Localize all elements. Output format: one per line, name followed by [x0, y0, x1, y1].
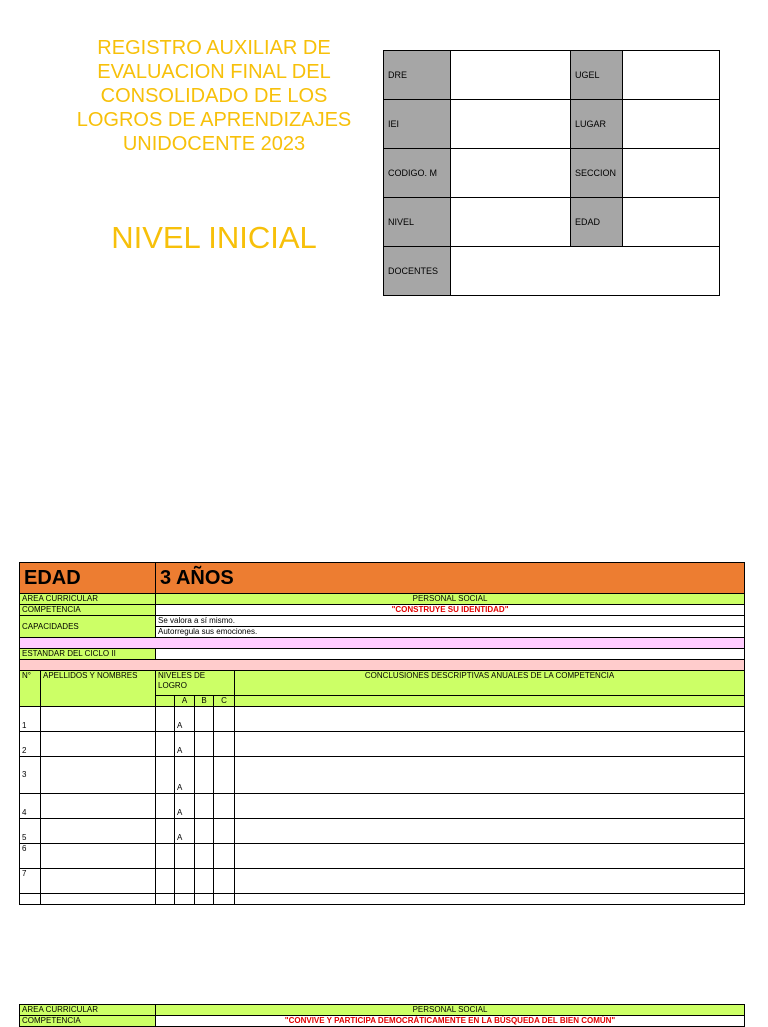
spacer-row	[20, 660, 745, 671]
seccion-field[interactable]	[623, 149, 720, 198]
student-name[interactable]	[41, 794, 156, 819]
col-names: APELLIDOS Y NOMBRES	[41, 671, 156, 707]
student-number: 3	[20, 757, 41, 794]
level-cell[interactable]	[156, 707, 175, 732]
level-c-cell[interactable]	[214, 869, 235, 894]
edad-label: EDAD	[571, 198, 623, 247]
area-value: PERSONAL SOCIAL	[156, 594, 745, 605]
lugar-label: LUGAR	[571, 100, 623, 149]
title-line: UNIDOCENTE 2023	[122, 133, 306, 155]
level-header: A	[175, 696, 195, 707]
level-cell[interactable]	[156, 894, 175, 905]
edad-field[interactable]	[623, 198, 720, 247]
level-a-cell[interactable]	[175, 869, 195, 894]
level-header: C	[214, 696, 235, 707]
title-line: REGISTRO AUXILIAR DE	[97, 37, 331, 59]
competencia-value: "CONSTRUYE SU IDENTIDAD"	[156, 605, 745, 616]
level-a-cell[interactable]: A	[175, 757, 195, 794]
area-label: AREA CURRICULAR	[20, 594, 156, 605]
capacidad-item: Autorregula sus emociones.	[156, 627, 745, 638]
level-b-cell[interactable]	[195, 819, 214, 844]
competencia-label: COMPETENCIA	[20, 1016, 156, 1027]
seccion-label: SECCION	[571, 149, 623, 198]
competencia-label: COMPETENCIA	[20, 605, 156, 616]
lugar-field[interactable]	[623, 100, 720, 149]
level-c-cell[interactable]	[214, 732, 235, 757]
student-name[interactable]	[41, 894, 156, 905]
conclusion-cell[interactable]	[235, 794, 745, 819]
conclusion-cell[interactable]	[235, 732, 745, 757]
student-number: 1	[20, 707, 41, 732]
student-number: 2	[20, 732, 41, 757]
conclusion-cell[interactable]	[235, 894, 745, 905]
col-number: N°	[20, 671, 41, 707]
area-value: PERSONAL SOCIAL	[156, 1005, 745, 1016]
level-cell[interactable]	[156, 794, 175, 819]
docentes-field[interactable]	[451, 247, 720, 296]
conclusion-cell[interactable]	[235, 757, 745, 794]
level-cell[interactable]	[156, 844, 175, 869]
level-cell[interactable]	[156, 869, 175, 894]
info-table	[383, 50, 720, 296]
conclusion-cell[interactable]	[235, 869, 745, 894]
level-a-cell[interactable]: A	[175, 819, 195, 844]
area-label: AREA CURRICULAR	[20, 1005, 156, 1016]
estandar-label: ESTANDAR DEL CICLO II	[20, 649, 156, 660]
student-name[interactable]	[41, 869, 156, 894]
level-c-cell[interactable]	[214, 844, 235, 869]
ugel-label: UGEL	[571, 51, 623, 100]
competencia-value: "CONVIVE Y PARTICIPA DEMOCRÁTICAMENTE EN LA BÚSQUEDA DEL BIEN COMÚN"	[156, 1016, 745, 1027]
level-c-cell[interactable]	[214, 819, 235, 844]
nivel-field[interactable]	[451, 198, 571, 247]
title-line: CONSOLIDADO DE LOS	[100, 85, 328, 107]
level-c-cell[interactable]	[214, 794, 235, 819]
student-name[interactable]	[41, 732, 156, 757]
level-b-cell[interactable]	[195, 869, 214, 894]
col-conclusiones: CONCLUSIONES DESCRIPTIVAS ANUALES DE LA COMPETENCIA	[235, 671, 745, 696]
level-heading: NIVEL INICIAL	[111, 220, 317, 255]
col-niveles: NIVELES DE LOGRO	[156, 671, 235, 696]
level-a-cell[interactable]: A	[175, 732, 195, 757]
level-a-cell[interactable]	[175, 844, 195, 869]
estandar-value	[156, 649, 745, 660]
ugel-field[interactable]	[623, 51, 720, 100]
title-line: EVALUACION FINAL DEL	[97, 61, 331, 83]
level-cell[interactable]	[156, 732, 175, 757]
conclusion-cell[interactable]	[235, 707, 745, 732]
capacidades-label: CAPACIDADES	[20, 616, 156, 638]
level-b-cell[interactable]	[195, 707, 214, 732]
level-header	[156, 696, 175, 707]
student-name[interactable]	[41, 819, 156, 844]
level-b-cell[interactable]	[195, 794, 214, 819]
level-a-cell[interactable]: A	[175, 794, 195, 819]
level-c-cell[interactable]	[214, 707, 235, 732]
level-cell[interactable]	[156, 819, 175, 844]
level-b-cell[interactable]	[195, 894, 214, 905]
student-number: 4	[20, 794, 41, 819]
student-number: 6	[20, 844, 41, 869]
iei-label: IEI	[384, 100, 451, 149]
student-name[interactable]	[41, 757, 156, 794]
conclusion-cell[interactable]	[235, 819, 745, 844]
level-a-cell[interactable]: A	[175, 707, 195, 732]
codigo-field[interactable]	[451, 149, 571, 198]
title-line: LOGROS DE APRENDIZAJES	[76, 109, 352, 131]
level-cell[interactable]	[156, 757, 175, 794]
capacidad-item: Se valora a sí mismo.	[156, 616, 745, 627]
level-c-cell[interactable]	[214, 894, 235, 905]
docentes-label: DOCENTES	[384, 247, 451, 296]
conclusion-header-blank	[235, 696, 745, 707]
edad-heading: EDAD	[20, 563, 156, 594]
document-title	[50, 36, 378, 156]
evaluation-table	[19, 562, 745, 905]
student-name[interactable]	[41, 707, 156, 732]
student-name[interactable]	[41, 844, 156, 869]
level-header: B	[195, 696, 214, 707]
codigo-label: CODIGO. M	[384, 149, 451, 198]
conclusion-cell[interactable]	[235, 844, 745, 869]
edad-value: 3 AÑOS	[156, 563, 745, 594]
level-c-cell[interactable]	[214, 757, 235, 794]
spacer-row	[20, 638, 745, 649]
level-b-cell[interactable]	[195, 844, 214, 869]
iei-field[interactable]	[451, 100, 571, 149]
dre-label: DRE	[384, 51, 451, 100]
level-b-cell[interactable]	[195, 732, 214, 757]
nivel-label: NIVEL	[384, 198, 451, 247]
dre-field[interactable]	[451, 51, 571, 100]
level-a-cell[interactable]	[175, 894, 195, 905]
student-number	[20, 894, 41, 905]
student-number: 5	[20, 819, 41, 844]
level-b-cell[interactable]	[195, 757, 214, 794]
student-number: 7	[20, 869, 41, 894]
